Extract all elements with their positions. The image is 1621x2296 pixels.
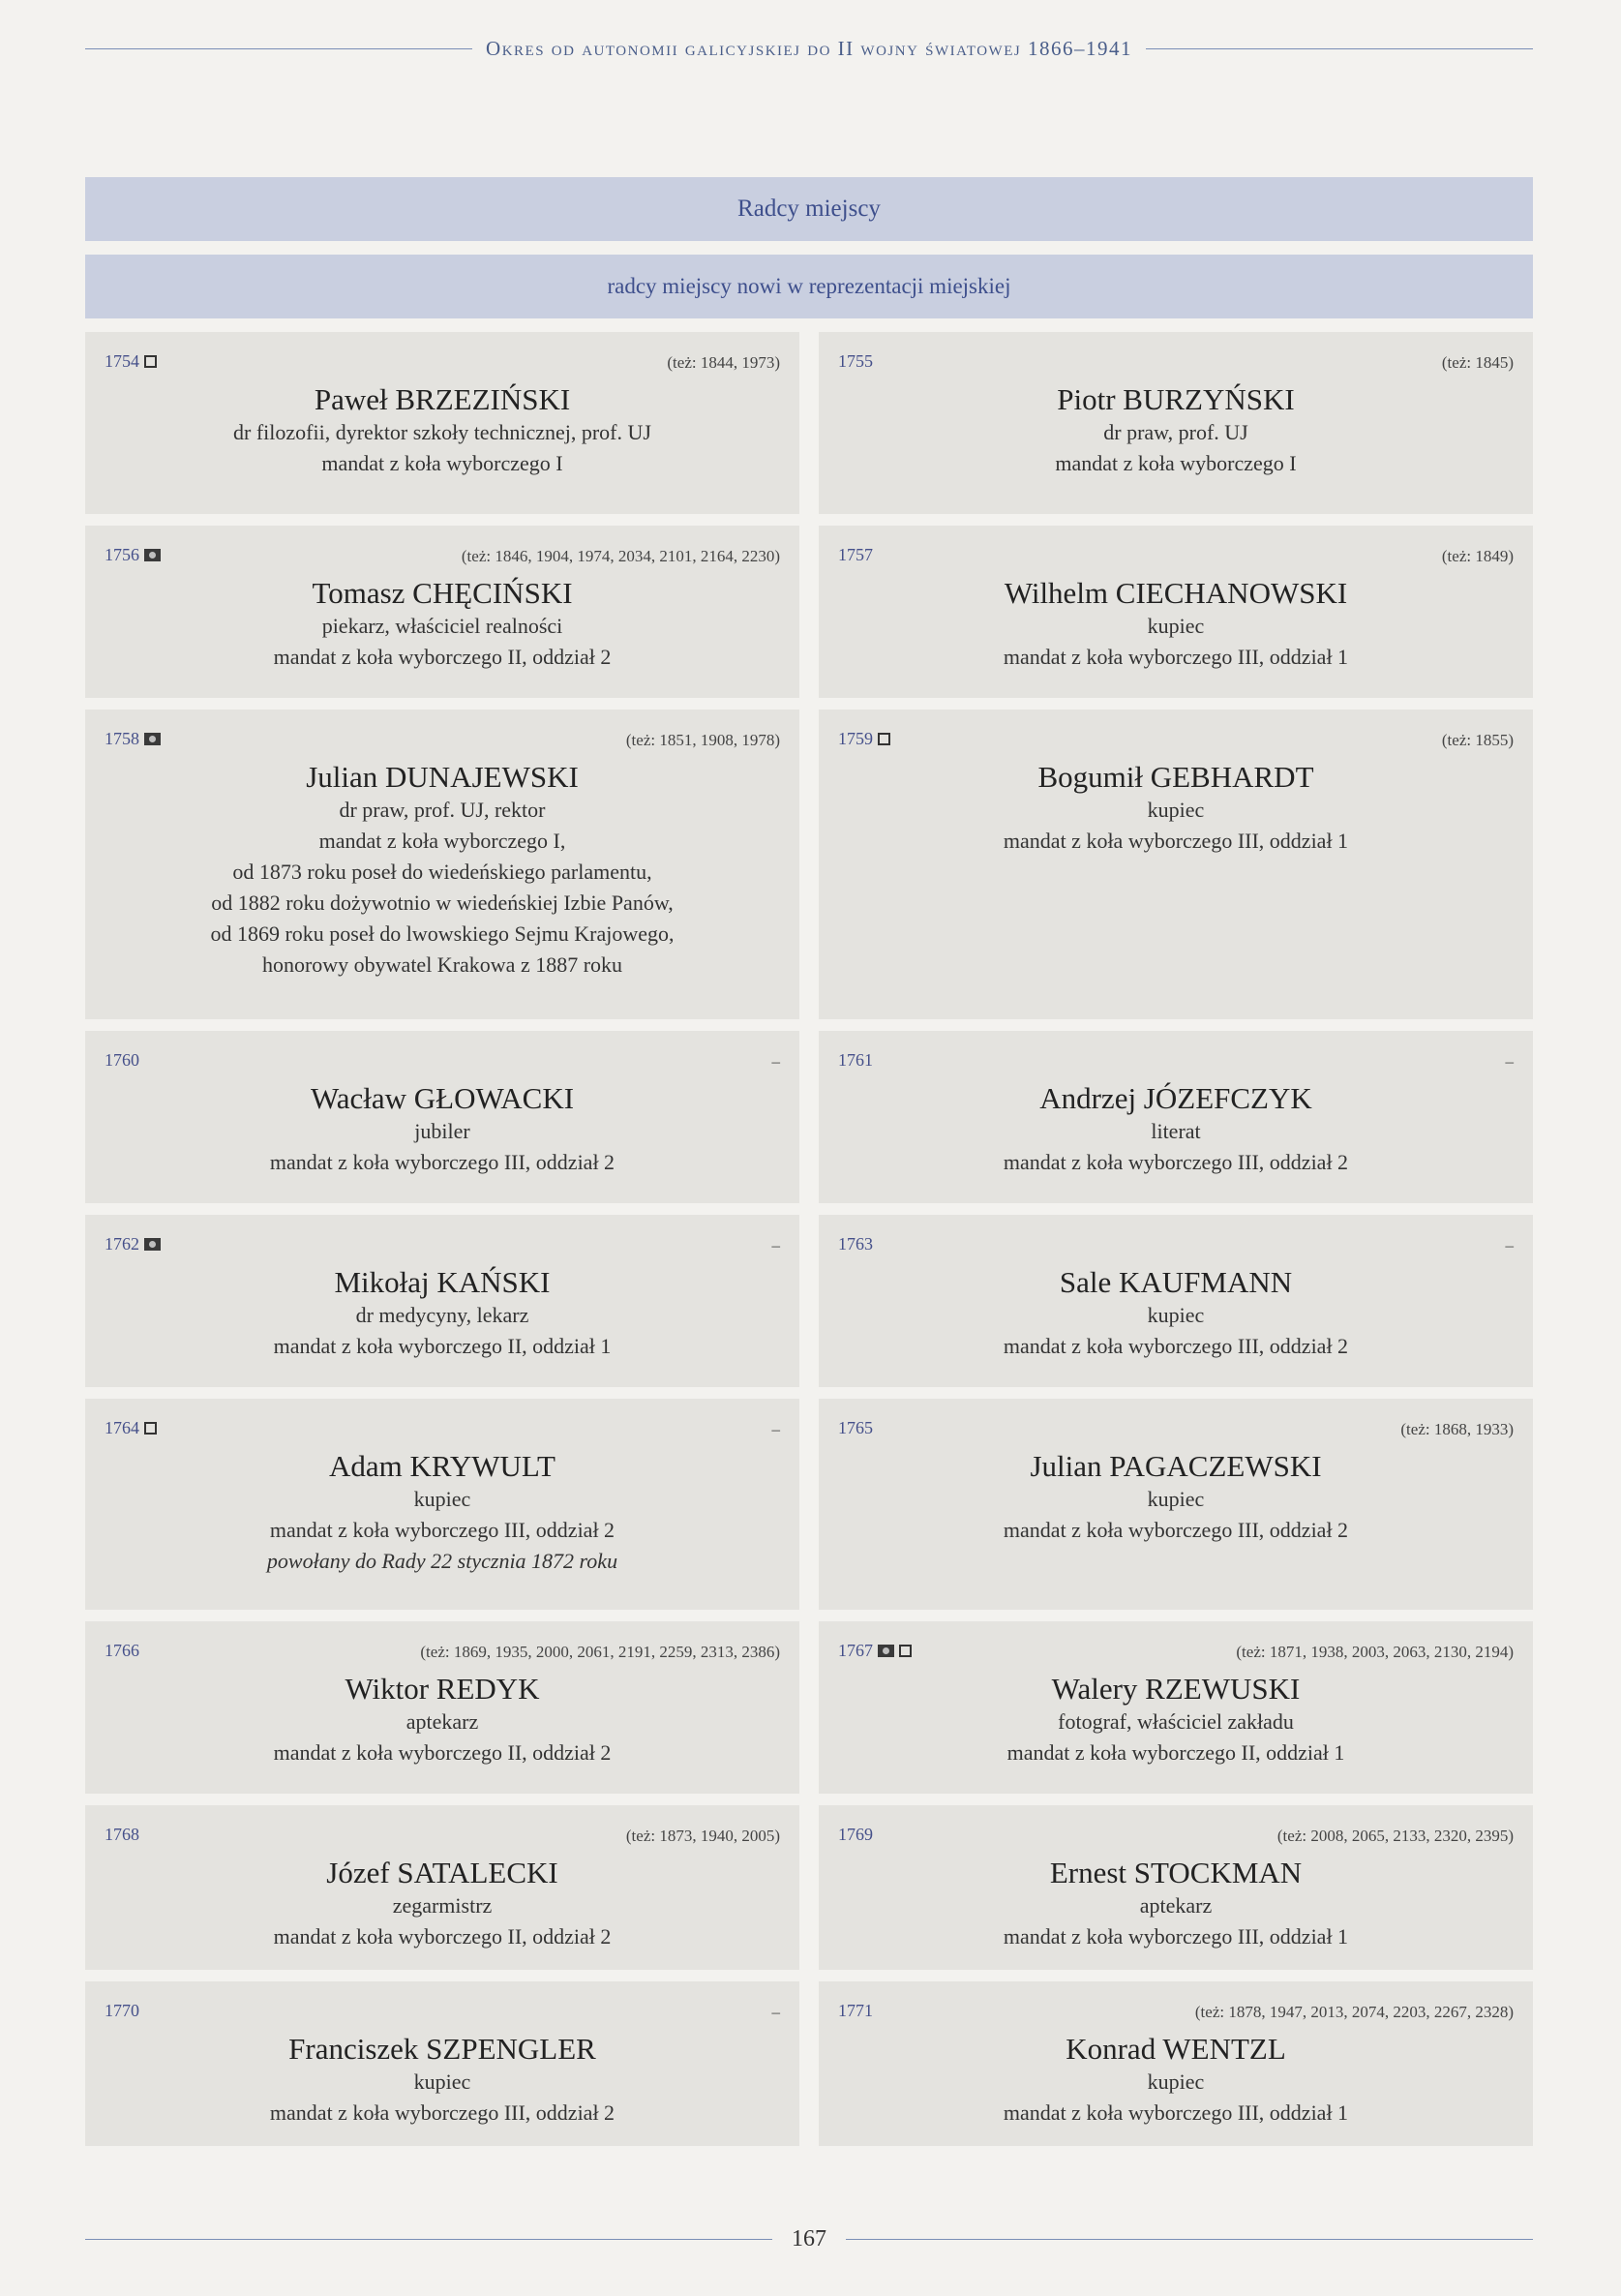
councillor-detail: mandat z koła wyborczego III, oddział 2 (1003, 1334, 1349, 1358)
entry-number-text: 1759 (838, 729, 873, 748)
running-header (85, 37, 1533, 61)
councillor-card (85, 1981, 799, 2146)
also-reference: (też: 1845) (1441, 353, 1514, 372)
entry-number (838, 1050, 873, 1071)
entry-number-text: 1763 (838, 1234, 873, 1254)
councillor-card (85, 332, 799, 514)
councillor-detail: mandat z koła wyborczego II, oddział 1 (273, 1334, 612, 1358)
entry-number-text: 1770 (105, 2001, 139, 2020)
councillor-detail: mandat z koła wyborczego II, oddział 2 (273, 645, 612, 669)
section-band-subtitle: radcy miejscy nowi w reprezentacji miejskiej (85, 255, 1533, 318)
also-reference: – (1505, 1052, 1514, 1071)
councillor-occupation: kupiec (1147, 798, 1205, 822)
also-reference: (też: 1878, 1947, 2013, 2074, 2203, 2267, 2328) (1194, 2003, 1514, 2021)
councillor-detail: mandat z koła wyborczego III, oddział 1 (1003, 2100, 1349, 2125)
entry-number (105, 729, 161, 749)
running-header-title: Okres od autonomii galicyjskiej do II wojny światowej 1866–1941 (486, 37, 1132, 60)
entry-number (105, 351, 157, 372)
councillor-card (85, 710, 799, 1019)
entry-number (105, 2001, 139, 2021)
checkbox-icon (144, 355, 157, 368)
councillor-name: Piotr BURZYŃSKI (1057, 382, 1295, 416)
entry-number-text: 1767 (838, 1641, 873, 1660)
councillor-grid (85, 332, 1533, 2158)
also-reference: (też: 1846, 1904, 1974, 2034, 2101, 2164, 2230) (461, 547, 780, 565)
councillor-detail: od 1869 roku poseł do lwowskiego Sejmu Krajowego, (210, 921, 675, 946)
councillor-name: Sale KAUFMANN (1059, 1265, 1293, 1299)
councillor-detail: mandat z koła wyborczego II, oddział 2 (273, 1740, 612, 1765)
entry-number-text: 1762 (105, 1234, 139, 1254)
entry-number-text: 1768 (105, 1825, 139, 1844)
councillor-occupation: literat (1151, 1119, 1201, 1143)
councillor-name: Julian DUNAJEWSKI (306, 760, 579, 794)
entry-number (105, 545, 161, 565)
councillor-occupation: dr praw, prof. UJ, rektor (339, 798, 546, 822)
councillor-card (85, 526, 799, 698)
councillor-occupation: dr medycyny, lekarz (355, 1303, 529, 1327)
councillor-occupation: fotograf, właściciel zakładu (1058, 1709, 1294, 1734)
councillor-occupation: piekarz, właściciel realności (321, 614, 563, 638)
also-reference: (też: 2008, 2065, 2133, 2320, 2395) (1276, 1827, 1514, 1845)
councillor-detail: mandat z koła wyborczego III, oddział 1 (1003, 829, 1349, 853)
footer-rule-left (85, 2239, 772, 2240)
photo-icon (144, 733, 161, 745)
councillor-occupation: dr filozofii, dyrektor szkoły technicznej, prof. UJ (233, 420, 651, 444)
councillor-name: Wiktor REDYK (345, 1672, 540, 1706)
entry-number (105, 1234, 161, 1254)
also-reference: (też: 1871, 1938, 2003, 2063, 2130, 2194) (1236, 1643, 1514, 1661)
also-reference: (też: 1844, 1973) (667, 353, 780, 372)
councillor-occupation: kupiec (1147, 2069, 1205, 2094)
also-reference: (też: 1869, 1935, 2000, 2061, 2191, 2259, 2313, 2386) (420, 1643, 780, 1661)
councillor-name: Paweł BRZEZIŃSKI (314, 382, 571, 416)
councillor-detail: mandat z koła wyborczego III, oddział 2 (269, 1150, 615, 1174)
page-number: 167 (792, 2226, 826, 2251)
also-reference: – (1505, 1236, 1514, 1254)
councillor-name: Franciszek SZPENGLER (288, 2032, 596, 2066)
header-rule-right (1146, 48, 1533, 49)
councillor-occupation: kupiec (1147, 614, 1205, 638)
photo-icon (878, 1645, 894, 1657)
footer-rule-right (846, 2239, 1533, 2240)
councillor-occupation: kupiec (413, 2069, 471, 2094)
councillor-name: Adam KRYWULT (329, 1449, 555, 1483)
councillor-card (819, 1981, 1533, 2146)
entry-number-text: 1771 (838, 2001, 873, 2020)
photo-icon (144, 1238, 161, 1251)
councillor-name: Andrzej JÓZEFCZYK (1039, 1081, 1312, 1115)
councillor-note: powołany do Rady 22 stycznia 1872 roku (266, 1549, 618, 1573)
councillor-name: Konrad WENTZL (1066, 2032, 1286, 2066)
also-reference: – (771, 1052, 780, 1071)
councillor-card (85, 1399, 799, 1610)
councillor-card (819, 1031, 1533, 1203)
entry-number (105, 1050, 139, 1071)
councillor-occupation: aptekarz (405, 1709, 479, 1734)
councillor-card (819, 1805, 1533, 1970)
entry-number-text: 1765 (838, 1418, 873, 1437)
entry-number (838, 1641, 912, 1661)
councillor-occupation: jubiler (414, 1119, 470, 1143)
also-reference: – (771, 2003, 780, 2021)
councillor-name: Walery RZEWUSKI (1051, 1672, 1301, 1706)
councillor-name: Tomasz CHĘCIŃSKI (312, 576, 573, 610)
councillor-detail: mandat z koła wyborczego II, oddział 1 (1006, 1740, 1345, 1765)
entry-number-text: 1766 (105, 1641, 139, 1660)
page-footer (85, 2226, 1533, 2252)
entry-number (838, 1418, 873, 1438)
councillor-card (85, 1031, 799, 1203)
checkbox-icon (878, 733, 890, 745)
councillor-occupation: dr praw, prof. UJ (1103, 420, 1248, 444)
header-rule-left (85, 48, 472, 49)
councillor-name: Wilhelm CIECHANOWSKI (1004, 576, 1348, 610)
councillor-name: Bogumił GEBHARDT (1037, 760, 1314, 794)
councillor-detail: mandat z koła wyborczego I (1055, 451, 1297, 475)
councillor-detail: honorowy obywatel Krakowa z 1887 roku (261, 952, 623, 977)
photo-icon (144, 549, 161, 561)
also-reference: (też: 1873, 1940, 2005) (625, 1827, 780, 1845)
councillor-name: Józef SATALECKI (326, 1856, 558, 1889)
entry-number-text: 1757 (838, 545, 873, 564)
councillor-detail: mandat z koła wyborczego III, oddział 2 (269, 2100, 615, 2125)
entry-number-text: 1760 (105, 1050, 139, 1070)
councillor-card (819, 526, 1533, 698)
councillor-card (819, 1215, 1533, 1387)
councillor-detail: mandat z koła wyborczego III, oddział 2 (1003, 1150, 1349, 1174)
councillor-card (85, 1805, 799, 1970)
councillor-card (819, 1399, 1533, 1610)
councillor-card (819, 710, 1533, 1019)
councillor-occupation: kupiec (1147, 1303, 1205, 1327)
councillor-occupation: aptekarz (1139, 1893, 1213, 1918)
entry-number-text: 1761 (838, 1050, 873, 1070)
councillor-detail: od 1873 roku poseł do wiedeńskiego parlamentu, (232, 860, 652, 884)
entry-number (838, 2001, 873, 2021)
councillor-detail: mandat z koła wyborczego I (321, 451, 563, 475)
councillor-card (819, 1621, 1533, 1794)
councillor-card (85, 1621, 799, 1794)
councillor-occupation: kupiec (413, 1487, 471, 1511)
councillor-name: Julian PAGACZEWSKI (1030, 1449, 1322, 1483)
section-band-title: Radcy miejscy (85, 177, 1533, 241)
councillor-detail: mandat z koła wyborczego III, oddział 1 (1003, 1924, 1349, 1949)
councillor-card (819, 332, 1533, 514)
entry-number (105, 1641, 139, 1661)
entry-number-text: 1758 (105, 729, 139, 748)
checkbox-icon (144, 1422, 157, 1435)
also-reference: (też: 1855) (1441, 731, 1514, 749)
councillor-detail: od 1882 roku dożywotnio w wiedeńskiej Izbie Panów, (211, 891, 674, 915)
councillor-card (85, 1215, 799, 1387)
councillor-detail: mandat z koła wyborczego III, oddział 1 (1003, 645, 1349, 669)
councillor-name: Mikołaj KAŃSKI (334, 1265, 551, 1299)
entry-number-text: 1755 (838, 351, 873, 371)
entry-number-text: 1764 (105, 1418, 139, 1437)
checkbox-icon (899, 1645, 912, 1657)
entry-number-text: 1769 (838, 1825, 873, 1844)
also-reference: (też: 1868, 1933) (1400, 1420, 1514, 1438)
also-reference: (też: 1851, 1908, 1978) (625, 731, 780, 749)
entry-number-text: 1754 (105, 351, 139, 371)
entry-number (838, 1234, 873, 1254)
also-reference: – (771, 1236, 780, 1254)
councillor-detail: mandat z koła wyborczego III, oddział 2 (269, 1518, 615, 1542)
entry-number (838, 545, 873, 565)
entry-number (838, 1825, 873, 1845)
councillor-occupation: zegarmistrz (392, 1893, 493, 1918)
also-reference: – (771, 1420, 780, 1438)
entry-number (105, 1418, 157, 1438)
councillor-name: Ernest STOCKMAN (1049, 1856, 1303, 1889)
councillor-detail: mandat z koła wyborczego III, oddział 2 (1003, 1518, 1349, 1542)
councillor-detail: mandat z koła wyborczego I, (318, 829, 566, 853)
also-reference: (też: 1849) (1441, 547, 1514, 565)
entry-number (838, 729, 890, 749)
entry-number (838, 351, 873, 372)
entry-number (105, 1825, 139, 1845)
councillor-detail: mandat z koła wyborczego II, oddział 2 (273, 1924, 612, 1949)
councillor-occupation: kupiec (1147, 1487, 1205, 1511)
councillor-name: Wacław GŁOWACKI (310, 1081, 575, 1115)
entry-number-text: 1756 (105, 545, 139, 564)
